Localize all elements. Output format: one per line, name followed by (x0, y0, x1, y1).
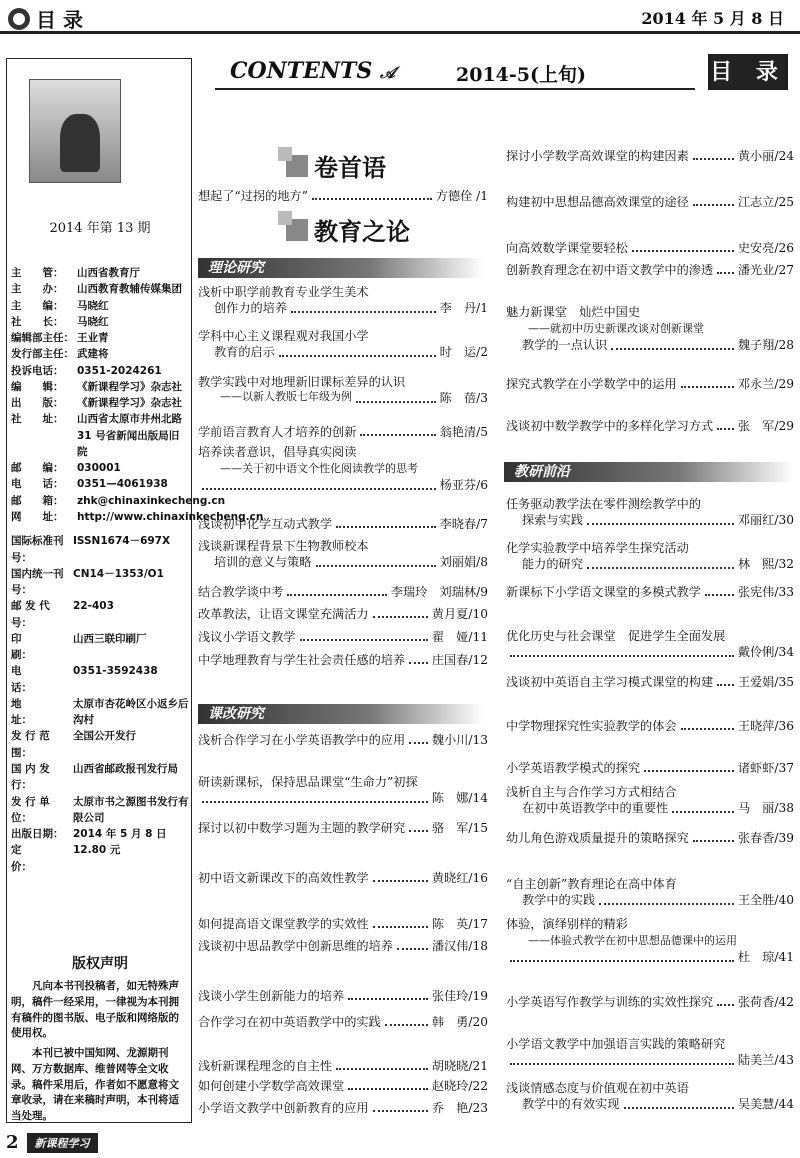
leader-dots (611, 337, 734, 349)
toc-title: 化学实验教学中培养学生探究活动 (506, 541, 689, 555)
toc-entry[interactable] (506, 674, 794, 690)
leader-dots (705, 584, 734, 596)
toc-author-page: 陈 蓓/3 (439, 391, 488, 406)
masthead-key: 主 编： (11, 299, 64, 312)
toc-title: 研读新课标，保持思品课堂“生命力”初探 (198, 775, 418, 789)
masthead-key: 国际标准刊号： (11, 535, 64, 564)
toc-title: 浅谈初中数学教学中的多样化学习方式 (506, 419, 714, 433)
leader-dots (202, 790, 428, 802)
leader-dots (587, 556, 734, 568)
masthead-key: 网 址： (11, 510, 64, 523)
leader-dots (356, 390, 436, 402)
toc-author-page: 潘汉伟/18 (431, 939, 488, 953)
masthead-value: 武建将 (77, 348, 109, 361)
leader-dots (409, 652, 428, 664)
toc-author-page: 潘光业/27 (737, 263, 794, 277)
banner-jiaoyan: 教研前沿 (504, 462, 794, 482)
masthead-row (11, 298, 189, 314)
toc-title: 浅析中职学前教育专业学生美术 (198, 285, 369, 299)
logo-icon (8, 8, 30, 30)
leader-dots (632, 240, 734, 252)
toc-title: 教育的启示 (214, 345, 275, 360)
leader-dots (397, 938, 428, 950)
copyright-title: 版权声明 (72, 956, 128, 972)
masthead-row (11, 411, 189, 460)
masthead-key: 电 话： (11, 478, 64, 491)
masthead-row (11, 265, 189, 281)
leader-dots (360, 424, 435, 436)
toc-author-page: 李晓春/7 (439, 517, 488, 531)
toc-entry[interactable] (506, 240, 794, 256)
toc-title: 改革教法，让语文课堂充满活力 (198, 607, 369, 621)
toc-title: 结合教学谈中考 (198, 585, 284, 599)
leader-dots (287, 584, 387, 596)
toc-entry[interactable] (506, 916, 794, 966)
leader-dots (644, 760, 734, 772)
cover-sculpture (60, 114, 100, 172)
toc-author-page: 胡晓晓/21 (431, 1059, 488, 1073)
toc-entry[interactable] (198, 1058, 488, 1074)
toc-entry[interactable] (198, 538, 488, 571)
toc-title: 浅谈新课程背景下生物教师校本 (198, 539, 369, 553)
leader-dots (336, 516, 436, 528)
section-jiaoyu (286, 212, 410, 247)
masthead-key: 邮 编： (11, 462, 64, 475)
leader-dots (717, 262, 734, 274)
toc-entry[interactable] (198, 374, 488, 407)
toc-title: ——关于初中语文个性化阅读教学的思考 (220, 462, 418, 476)
toc-author-page: 戴伶俐/34 (737, 645, 794, 660)
toc-title: 合作学习在初中英语教学中的实践 (198, 1015, 381, 1029)
toc-title: 浅谈小学生创新能力的培养 (198, 989, 345, 1003)
masthead-key: 国内统一刊号： (11, 567, 64, 597)
leader-dots (510, 1052, 734, 1064)
leader-dots (409, 820, 428, 832)
toc-entry[interactable] (506, 1036, 794, 1069)
masthead-value: ISSN1674－697X (73, 535, 171, 548)
masthead-key: 印 刷： (11, 632, 64, 662)
toc-author-page: 陈 英/17 (431, 917, 488, 931)
toc-entry[interactable] (198, 284, 488, 317)
banner-lilun: 理论研究 (198, 258, 484, 278)
toc-entry[interactable] (506, 584, 794, 600)
toc-title: 浅谈初中英语自主学习模式课堂的构建 (506, 675, 714, 689)
toc-author-page: 陈 娜/14 (431, 791, 488, 806)
masthead-key: 主 办： (11, 283, 64, 296)
toc-entry[interactable] (198, 629, 488, 645)
masthead-value: 030001 (77, 462, 121, 475)
masthead-row (11, 509, 264, 525)
toc-title: 优化历史与社会课堂 促进学生全面发展 (506, 629, 726, 643)
toc-entry[interactable] (506, 994, 794, 1010)
toc-title: 浅析自主与合作学习方式相结合 (506, 785, 677, 799)
masthead-value: 2014 年 5 月 8 日 (73, 828, 167, 841)
toc-title: ——以新人教版七年级为例 (220, 390, 352, 404)
masthead-key: 编 辑： (11, 380, 64, 393)
toc-author-page: 刘丽娟/8 (439, 555, 488, 570)
masthead-value: 全国公开发行 (73, 730, 136, 743)
toc-title: 如何提高语文课堂教学的实效性 (198, 917, 369, 931)
toc-title: 创作力的培养 (214, 301, 288, 316)
square-icon (286, 219, 308, 241)
toc-title: 向高效数学课堂要轻松 (506, 241, 628, 255)
leader-dots (672, 800, 734, 812)
masthead-row (11, 460, 189, 476)
masthead-row (11, 663, 189, 696)
masthead-row (11, 631, 189, 664)
toc-entry[interactable] (198, 820, 488, 836)
toc-author-page: 黄月夏/10 (431, 607, 488, 621)
masthead-value: 马晓红 (77, 315, 109, 328)
toc-title: 学科中心主义课程观对我国小学 (198, 329, 369, 343)
toc-entry[interactable] (506, 418, 794, 434)
masthead-row (11, 330, 189, 346)
toc-title: 浅谈初中思品教学中创新思维的培养 (198, 939, 393, 953)
toc-author-page: 江志立/25 (737, 195, 794, 209)
toc-author-page: 魏小川/13 (431, 733, 488, 747)
toc-author-page: 王爱娟/35 (737, 675, 794, 689)
masthead-key: 社 址： (11, 413, 64, 426)
masthead-row (11, 696, 189, 729)
copyright-paragraph: 本刊已被中国知网、龙源期刊网、万方数据库、维普网等全文收录。稿件采用后，作者如不愿意将文章收录，请在来稿时声明，本刊将适当处理。 (11, 1047, 179, 1122)
leader-dots (336, 1058, 428, 1070)
masthead-row (11, 379, 189, 395)
toc-title: 探究式教学在小学数学中的运用 (506, 377, 677, 391)
toc-title: 教学中的实践 (522, 893, 596, 908)
masthead-value: 太原市书之源图书发行有限公司 (73, 795, 189, 824)
leader-dots (693, 148, 734, 160)
toc-entry[interactable] (506, 194, 794, 210)
toc-title: 魅力新课堂 灿烂中国史 (506, 305, 641, 319)
masthead-key: 编辑部主任： (11, 332, 74, 345)
copyright-paragraph: 凡向本书刊投稿者，如无特殊声明，稿件一经采用，一律视为本刊拥有稿件的图书版、电子版和网络版的使用权。 (11, 980, 179, 1040)
masthead-key: 地 址： (11, 697, 64, 727)
toc-author-page: 李瑞玲 刘瑞林/9 (390, 585, 488, 599)
toc-author-page: 邓永兰/29 (737, 377, 794, 391)
masthead-key: 社 长： (11, 315, 64, 328)
leader-dots (717, 674, 734, 686)
toc-entry[interactable] (198, 774, 488, 807)
header-section (8, 4, 83, 33)
toc-author-page: 黄晓红/16 (431, 871, 488, 885)
leader-dots (373, 870, 428, 882)
toc-author-page: 骆 军/15 (431, 821, 488, 835)
toc-title: 浅析新课程理念的自主性 (198, 1059, 333, 1073)
banner-kegai: 课改研究 (198, 704, 484, 724)
toc-entry[interactable] (198, 988, 488, 1004)
toc-author-page: 王晓萍/36 (737, 719, 794, 733)
masthead-row (11, 842, 189, 875)
toc-entry[interactable] (198, 870, 488, 886)
leader-dots (717, 994, 734, 1006)
toc-author-page: 韩 勇/20 (431, 1015, 488, 1029)
leader-dots (300, 629, 428, 641)
toc-title: 中学地理教育与学生社会责任感的培养 (198, 653, 406, 667)
masthead-key: 邮 发 代 号： (11, 600, 50, 629)
toc-entry[interactable] (198, 1014, 488, 1030)
toc-title: 小学语文教学中创新教育的应用 (198, 1101, 369, 1115)
toc-author-page: 王全胜/40 (737, 893, 794, 908)
toc-title: 体验，演绎别样的精彩 (506, 917, 628, 931)
toc-entry[interactable] (506, 876, 794, 909)
toc-title: 初中语文新课改下的高效性教学 (198, 871, 369, 885)
toc-entry[interactable] (506, 1080, 794, 1113)
leader-dots (717, 418, 734, 430)
toc-title: 学前语言教育人才培养的创新 (198, 425, 357, 439)
toc-author-page: 林 熙/32 (737, 557, 794, 572)
masthead-row (11, 493, 226, 509)
issue-number: 2014 年第 13 期 (49, 221, 151, 236)
masthead-key: 发 行 单 位： (11, 795, 50, 824)
masthead-row (11, 761, 189, 794)
cover-image (29, 79, 121, 183)
leader-dots (316, 554, 436, 566)
toc-entry[interactable] (198, 584, 488, 600)
toc-title: 探索与实践 (522, 513, 583, 528)
toc-title: 在初中英语教学中的重要性 (522, 801, 669, 816)
masthead-value: 0351-2024261 (77, 364, 162, 377)
masthead-row (11, 363, 189, 379)
toc-entry[interactable] (506, 376, 794, 392)
masthead-key: 邮 箱： (11, 494, 64, 507)
toc-entry[interactable] (506, 628, 794, 661)
section-title: 教育之论 (314, 218, 410, 246)
toc-title: 中学物理探究性实验教学的体会 (506, 719, 677, 733)
toc-entry[interactable] (198, 606, 488, 622)
toc-author-page: 翁艳清/5 (439, 425, 488, 439)
toc-author-page: 张宪伟/33 (737, 585, 794, 599)
leader-dots (693, 830, 734, 842)
banner-rule (215, 88, 695, 90)
toc-author-page: 吴美慧/44 (737, 1097, 794, 1112)
copyright-notice (11, 954, 189, 1129)
leader-dots (409, 732, 428, 744)
leader-dots (510, 949, 734, 961)
toc-author-page: 乔 艳/23 (431, 1101, 488, 1115)
toc-title: ——体验式教学在初中思想品德课中的运用 (528, 934, 737, 948)
toc-entry[interactable] (198, 188, 488, 204)
toc-entry[interactable] (506, 718, 794, 734)
toc-entry[interactable] (198, 732, 488, 748)
toc-author-page: 张 军/29 (737, 419, 794, 433)
toc-entry[interactable] (506, 262, 794, 278)
masthead-row (11, 395, 189, 411)
masthead-row (11, 346, 189, 362)
toc-title: 教学中的有效实现 (522, 1097, 620, 1112)
toc-title: 浅议小学语文教学 (198, 630, 296, 644)
leader-dots (373, 606, 428, 618)
masthead-value: http://www.chinaxinkecheng.cn (77, 510, 264, 523)
toc-title: 任务驱动教学法在零件测绘教学中的 (506, 497, 701, 511)
masthead-key: 电 话： (11, 665, 64, 694)
masthead-row (11, 476, 189, 492)
toc-title: 培养读者意识，倡导真实阅读 (198, 445, 357, 459)
contents-text: CONTENTS (230, 58, 373, 84)
leader-dots (587, 512, 734, 524)
toc-entry[interactable] (198, 1100, 488, 1116)
masthead-key: 主 管： (11, 267, 64, 279)
toc-title: 小学语文教学中加强语言实践的策略研究 (506, 1037, 726, 1051)
section-juanshouyu (286, 148, 386, 183)
contents-logo-icon: 𝒜 (379, 63, 396, 82)
masthead-value: 马晓红 (77, 299, 109, 312)
masthead-value: 山西省太原市井州北路 31 号省新闻出版局旧院 (77, 413, 182, 458)
toc-author-page: 翟 娅/11 (431, 630, 488, 644)
square-icon (286, 155, 308, 177)
toc-entry[interactable] (506, 830, 794, 846)
leader-dots (373, 1100, 428, 1112)
masthead-value: zhk@chinaxinkecheng.cn (77, 494, 226, 507)
toc-entry[interactable] (506, 304, 794, 354)
masthead-row (11, 598, 189, 631)
toc-title: 小学英语教学模式的探究 (506, 761, 641, 775)
toc-title: 构建初中思想品德高效课堂的途径 (506, 195, 689, 209)
toc-title: 教学的一点认识 (522, 338, 608, 353)
leader-dots (373, 916, 428, 928)
header-section-label: 目 录 (36, 8, 83, 32)
toc-author-page: 魏子翔/28 (737, 338, 794, 353)
masthead-key: 国 内 发 行： (11, 762, 50, 792)
masthead-row (11, 728, 189, 761)
masthead-row (11, 281, 189, 297)
masthead-row (11, 314, 189, 330)
toc-author-page: 诸虾虾/37 (737, 761, 794, 775)
leader-dots (202, 477, 436, 489)
toc-author-page: 赵晓玲/22 (431, 1079, 488, 1093)
page-footer (6, 1132, 98, 1153)
toc-entry[interactable] (506, 148, 794, 164)
toc-title: 幼儿角色游戏质量提升的策略探究 (506, 831, 689, 845)
toc-title: 想起了“过拐的地方” (198, 189, 308, 203)
section-title: 卷首语 (314, 154, 386, 182)
mulu-badge: 目 录 (708, 54, 788, 90)
leader-dots (510, 644, 734, 656)
toc-author-page: 庄国春/12 (431, 653, 488, 667)
masthead-value: 12.80 元 (73, 844, 121, 857)
toc-entry[interactable] (198, 652, 488, 668)
toc-author-page: 李 丹/1 (439, 301, 488, 316)
toc-author-page: 张荷香/42 (737, 995, 794, 1009)
leader-dots (348, 1078, 428, 1090)
masthead-key: 投诉电话： (11, 364, 64, 377)
toc-author-page: 杨亚芬/6 (439, 478, 488, 493)
leader-dots (312, 188, 432, 200)
contents-label (230, 58, 395, 84)
toc-title: 如何创建小学数学高效课堂 (198, 1079, 345, 1093)
masthead-value: CN14－1353/O1 (73, 567, 164, 580)
toc-author-page: 马 丽/38 (737, 801, 794, 816)
masthead-key: 发行部主任： (11, 348, 74, 361)
toc-title: “自主创新”教育理论在高中体育 (506, 877, 677, 891)
leader-dots (681, 718, 734, 730)
masthead-row (11, 794, 189, 827)
toc-author-page: 史安亮/26 (737, 241, 794, 255)
toc-entry[interactable] (198, 516, 488, 532)
toc-title: 创新教育理念在初中语文教学中的渗透 (506, 263, 714, 277)
masthead-value: 山西省邮政报刊发行局 (73, 762, 178, 775)
toc-author-page: 方德佺 /1 (435, 189, 488, 203)
leader-dots (291, 300, 435, 312)
toc-entry[interactable] (198, 328, 488, 361)
toc-title: 浅析合作学习在小学英语教学中的应用 (198, 733, 406, 747)
toc-author-page: 张春香/39 (737, 831, 794, 845)
leader-dots (624, 1096, 734, 1108)
toc-entry[interactable] (198, 938, 488, 954)
toc-entry[interactable] (198, 1078, 488, 1094)
toc-title: ——就初中历史新课改谈对创新课堂 (528, 322, 704, 336)
toc-title: 小学英语写作教学与训练的实效性探究 (506, 995, 714, 1009)
toc-author-page: 时 运/2 (439, 345, 488, 360)
toc-title: 培训的意义与策略 (214, 555, 312, 570)
toc-title: 探讨以初中数学习题为主题的教学研究 (198, 821, 406, 835)
masthead-value: 山西三联印刷厂 (73, 632, 147, 645)
toc-entry[interactable] (198, 916, 488, 932)
leader-dots (348, 988, 428, 1000)
toc-entry[interactable] (506, 540, 794, 573)
masthead-key: 出 版： (11, 397, 64, 410)
edition-label: 2014-5(上旬) (456, 64, 586, 86)
masthead-key: 定 价： (11, 844, 53, 873)
toc-entry[interactable] (506, 760, 794, 776)
masthead-row (11, 566, 189, 599)
page-number: 2 (6, 1132, 19, 1153)
masthead-value: 山西省教育厅 (77, 267, 140, 279)
leader-dots (279, 344, 436, 356)
masthead-value: 0351—4061938 (77, 478, 168, 491)
toc-entry[interactable] (198, 444, 488, 494)
footer-brand: 新课程学习 (27, 1133, 98, 1153)
leader-dots (693, 194, 734, 206)
toc-author-page: 陆美兰/43 (737, 1053, 794, 1068)
toc-author-page: 杜 琼/41 (737, 950, 794, 965)
masthead-value: 太原市杏花岭区小返乡后沟村 (73, 697, 189, 727)
masthead-value: 山西教育教辅传媒集团 (77, 283, 182, 296)
toc-author-page: 邓丽红/30 (737, 513, 794, 528)
toc-entry[interactable] (506, 496, 794, 529)
masthead-value: 《新课程学习》杂志社 (77, 397, 182, 410)
leader-dots (385, 1014, 428, 1026)
masthead-value: 王业青 (77, 332, 109, 345)
masthead-value: 22-403 (73, 600, 114, 613)
toc-author-page: 张佳玲/19 (431, 989, 488, 1003)
toc-title: 浅谈初中化学互动式教学 (198, 517, 333, 531)
masthead-value: 0351-3592438 (73, 665, 158, 678)
leader-dots (599, 892, 734, 904)
toc-title: 浅谈情感态度与价值观在初中英语 (506, 1081, 689, 1095)
toc-title: 能力的研究 (522, 557, 583, 572)
masthead-key: 出版日期： (11, 828, 64, 841)
masthead-key: 发 行 范 围： (11, 730, 50, 759)
masthead-value: 《新课程学习》杂志社 (77, 380, 182, 393)
toc-entry[interactable] (506, 784, 794, 817)
masthead-row (11, 826, 189, 842)
toc-author-page: 黄小丽/24 (737, 149, 794, 163)
leader-dots (681, 376, 734, 388)
toc-title: 探讨小学数学高效课堂的构建因素 (506, 149, 689, 163)
masthead-row (11, 533, 189, 566)
toc-entry[interactable] (198, 424, 488, 440)
toc-title: 教学实践中对地理新旧课标差异的认识 (198, 375, 406, 389)
toc-title: 新课标下小学语文课堂的多模式教学 (506, 585, 701, 599)
header-date: 2014 年 5 月 8 日 (641, 9, 784, 28)
